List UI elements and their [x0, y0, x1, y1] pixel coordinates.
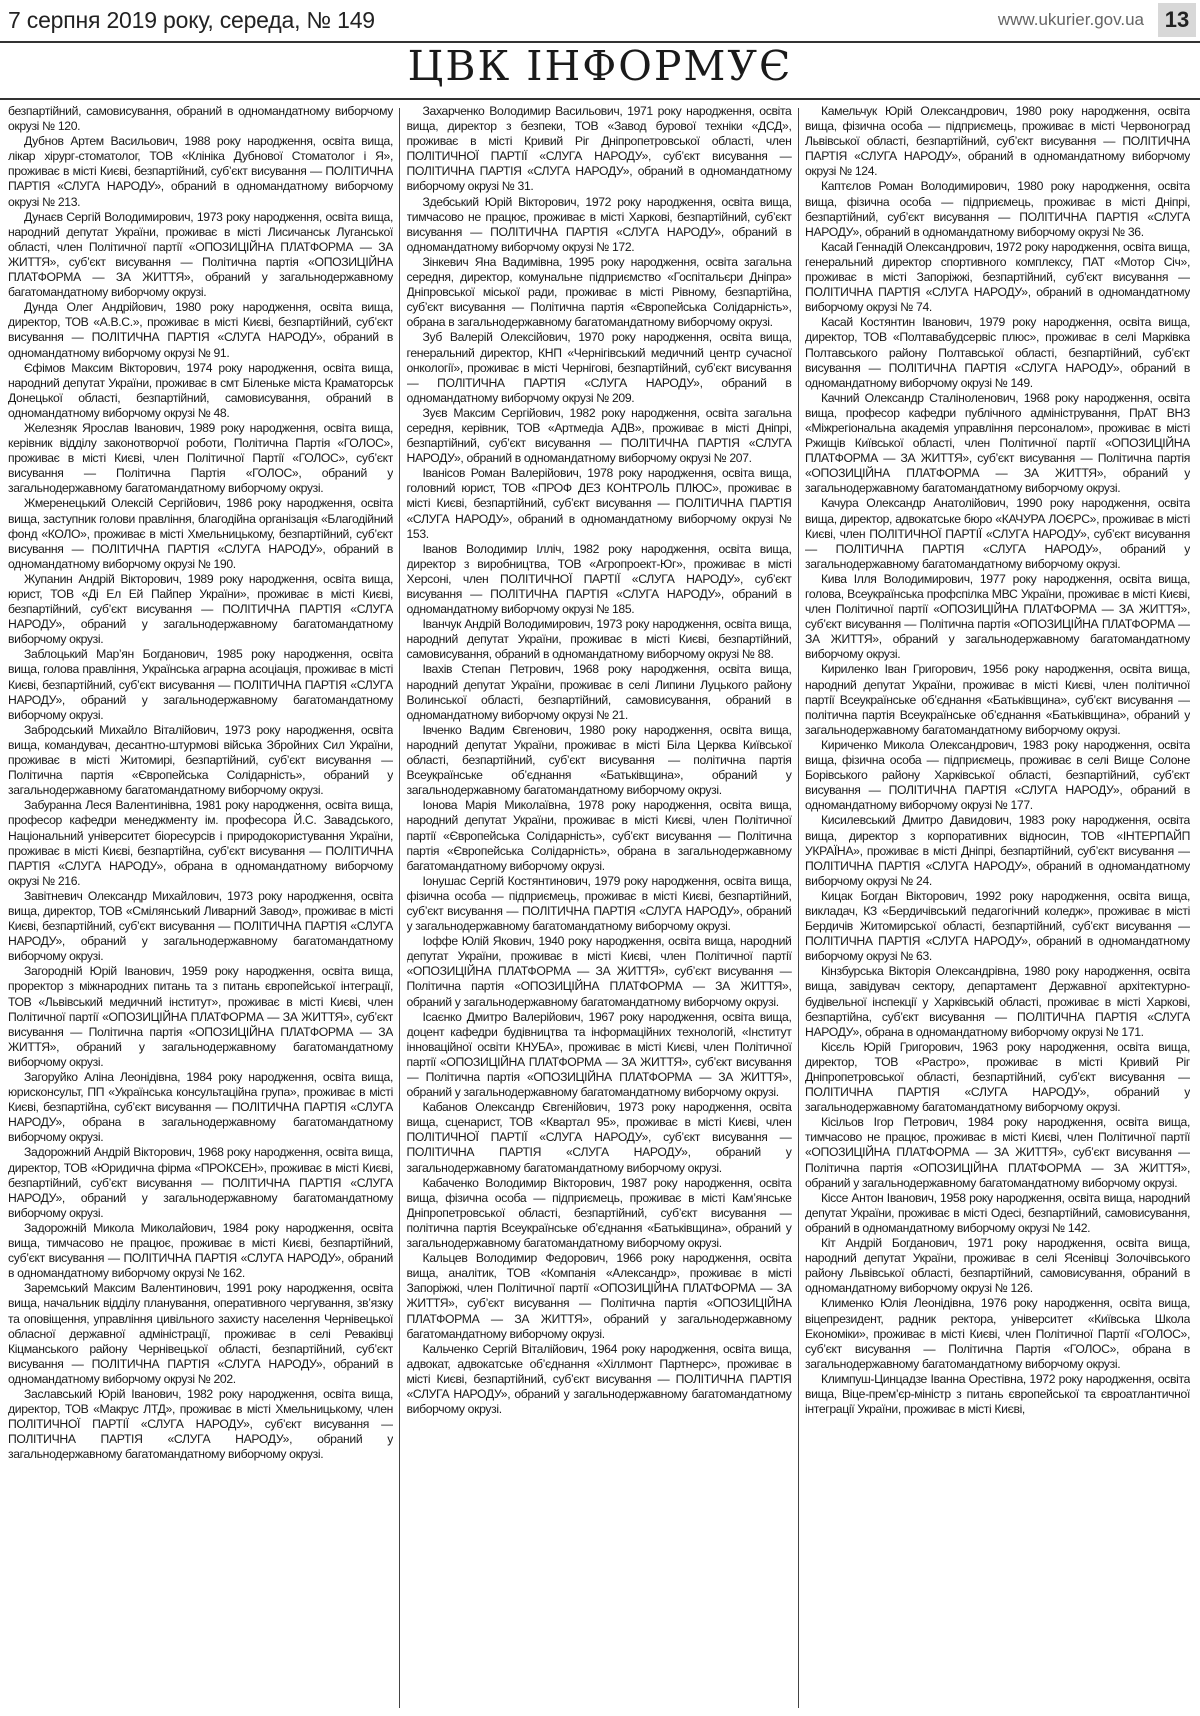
candidate-entry: Зуєв Максим Сергійович, 1982 року народження, освіта загальна середня, керівник, ТОВ «Артмедіа АДВ», проживає в місті Дніпрі, безпартійний, суб’єкт висування — ПОЛІТИЧНА ПАРТІЯ «СЛУГА НАРОДУ», обраний в одномандатному виборчому окрузі № 207. [406, 405, 792, 466]
candidate-entry: Кісільов Ігор Петрович, 1984 року народження, освіта вища, тимчасово не працює, проживає в місті Києві, член Політичної партії «ОПОЗИЦІЙНА ПЛАТФОРМА — ЗА ЖИТТЯ», суб’єкт висування — Політична партія «ОПОЗИЦІЙНА ПЛАТФОРМА — ЗА ЖИТТЯ», обраний у загальнодержавному багатомандатному виборчому окрузі. [805, 1115, 1190, 1190]
candidate-entry: Клименко Юлія Леонідівна, 1976 року народження, освіта вища, віцепрезидент, радник ректора, університет «Київська Школа Економіки», проживає в місті Києві, член Політичної Партії «ГОЛОС», суб’єкт висування — Політична Партія «ГОЛОС», обрана в загальнодержавному багатомандатному виборчому окрузі. [805, 1296, 1190, 1371]
candidate-entry: Дунда Олег Андрійович, 1980 року народження, освіта вища, директор, ТОВ «А.В.С.», проживає в місті Києві, безпартійний, суб’єкт висування — ПОЛІТИЧНА ПАРТІЯ «СЛУГА НАРОДУ», обраний в одномандатному виборчому окрузі № 91. [8, 300, 393, 360]
candidate-entry: Завітневич Олександр Михайлович, 1973 року народження, освіта вища, директор, ТОВ «Смілянський Ливарний Завод», проживає в місті Києві, безпартійний, суб’єкт висування — ПОЛІТИЧНА ПАРТІЯ «СЛУГА НАРОДУ», обраний у загальнодержавному багатомандатному виборчому окрузі. [8, 888, 393, 964]
candidate-entry: Зуб Валерій Олексійович, 1970 року народження, освіта вища, генеральний директор, КНП «Чернігівський медичний центр сучасної онкології», проживає в місті Чернігові, безпартійний, суб’єкт висування — ПОЛІТИЧНА ПАРТІЯ «СЛУГА НАРОДУ», обраний в одномандатному виборчому окрузі № 209. [406, 330, 792, 405]
candidate-entry: Кінзбурська Вікторія Олександрівна, 1980 року народження, освіта вища, завідувач сектору, департамент Державної архітектурно-будівельної інспекції у Харківській області, проживає в місті Харкові, безпартійна, суб’єкт висування — ПОЛІТИЧНА ПАРТІЯ «СЛУГА НАРОДУ», обрана в одномандатному виборчому окрузі № 171. [805, 964, 1190, 1039]
candidate-entry: Івахів Степан Петрович, 1968 року народження, освіта вища, народний депутат України, проживає в селі Липини Луцького району Волинської області, безпартійний, самовисування, обраний в одномандатному виборчому окрузі № 21. [406, 662, 792, 722]
candidate-entry: Зінкевич Яна Вадимівна, 1995 року народження, освіта загальна середня, директор, комунальне підприємство «Госпітальєри Дніпра» Дніпровської міської ради, проживає в місті Рівному, безпартійна, суб’єкт висування — Політична партія «Європейська Солідарність», обрана в загальнодержавному багатомандатному виборчому окрузі. [406, 254, 792, 330]
candidate-entry: Забуранна Леся Валентинівна, 1981 року народження, освіта вища, професор кафедри менеджменту ім. професора Й.С. Завадського, Національний університет біоресурсів і природокористування України, проживає в місті Києві, безпартійна, суб’єкт висування — ПОЛІТИЧНА ПАРТІЯ «СЛУГА НАРОДУ», обрана в одномандатному виборчому окрузі № 216. [8, 798, 393, 888]
candidate-entry: Заблоцький Мар’ян Богданович, 1985 року народження, освіта вища, голова правління, Українська аграрна асоціація, проживає в місті Києві, безпартійний, суб’єкт висування — ПОЛІТИЧНА ПАРТІЯ «СЛУГА НАРОДУ», обраний у загальнодержавному багатомандатному виборчому окрузі. [8, 647, 393, 722]
candidate-entry: Кабаченко Володимир Вікторович, 1987 року народження, освіта вища, фізична особа — підприємець, проживає в місті Кам’янське Дніпропетровської області, безпартійний, суб’єкт висування — політична партія Всеукраїнське об’єднання «Батьківщина», обраний у загальнодержавному багатомандатному виборчому окрузі. [406, 1175, 792, 1251]
candidate-entry: Кіт Андрій Богданович, 1971 року народження, освіта вища, народний депутат України, проживає в селі Ясенівці Золочівського району Львівської області, безпартійний, самовисування, обраний в одномандатному виборчому окрузі № 126. [805, 1236, 1190, 1296]
candidate-entry: Іванчук Андрій Володимирович, 1973 року народження, освіта вища, народний депутат України, проживає в місті Києві, безпартійний, самовисування, обраний в одномандатному виборчому окрузі № 88. [406, 617, 792, 662]
candidate-entry: Касай Геннадій Олександрович, 1972 року народження, освіта вища, генеральний директор спортивного комплексу, ПАТ «Мотор Січ», проживає в місті Запоріжжі, безпартійний, суб’єкт висування — ПОЛІТИЧНА ПАРТІЯ «СЛУГА НАРОДУ», обраний в одномандатному виборчому окрузі № 74. [805, 239, 1190, 315]
column-1 [8, 104, 393, 1712]
candidate-entry: Дунаєв Сергій Володимирович, 1973 року народження, освіта вища, народний депутат України, проживає в місті Лисичанськ Луганської області, член Політичної партії «ОПОЗИЦІЙНА ПЛАТФОРМА — ЗА ЖИТТЯ», суб’єкт висування — Політична партія «ОПОЗИЦІЙНА ПЛАТФОРМА — ЗА ЖИТТЯ», обраний у загальнодержавному багатомандатному виборчому окрузі. [8, 209, 393, 300]
candidate-entry: Камельчук Юрій Олександрович, 1980 року народження, освіта вища, фізична особа — підприємець, проживає в місті Червоноград Львівської області, безпартійний, суб’єкт висування — ПОЛІТИЧНА ПАРТІЯ «СЛУГА НАРОДУ», обраний в одномандатному виборчому окрузі № 124. [805, 104, 1190, 179]
candidate-entry: Заремський Максим Валентинович, 1991 року народження, освіта вища, начальник відділу планування, оперативного чергування, зв’язку та оповіщення, управління цивільного захисту населення Чернівецької обласної державної адміністрації, проживає в селі Реваківці Кіцманського району Чернівецької області, безпартійний, суб’єкт висування — ПОЛІТИЧНА ПАРТІЯ «СЛУГА НАРОДУ», обраний в одномандатному виборчому окрузі № 202. [8, 1281, 393, 1386]
candidate-entry: Дубнов Артем Васильович, 1988 року народження, освіта вища, лікар хірург-стоматолог, ТОВ «Клініка Дубнової Стоматолог і Я», проживає в місті Києві, безпартійний, суб’єкт висування — ПОЛІТИЧНА ПАРТІЯ «СЛУГА НАРОДУ», обраний в одномандатному виборчому окрузі № 213. [8, 134, 393, 209]
candidate-entry: Кабанов Олександр Євгенійович, 1973 року народження, освіта вища, сценарист, ТОВ «Квартал 95», проживає в місті Києві, член ПОЛІТИЧНОЇ ПАРТІЇ «СЛУГА НАРОДУ», суб’єкт висування — ПОЛІТИЧНА ПАРТІЯ «СЛУГА НАРОДУ», обраний у загальнодержавному багатомандатному виборчому окрузі. [406, 1100, 792, 1175]
candidate-entry: Кива Ілля Володимирович, 1977 року народження, освіта вища, голова, Всеукраїнська профспілка МВС України, проживає в місті Києві, член Політичної партії «ОПОЗИЦІЙНА ПЛАТФОРМА — ЗА ЖИТТЯ», суб’єкт висування — Політична партія «ОПОЗИЦІЙНА ПЛАТФОРМА — ЗА ЖИТТЯ», обраний у загальнодержавному багатомандатному виборчому окрузі. [805, 571, 1190, 662]
candidate-entry: Качний Олександр Сталіноленович, 1968 року народження, освіта вища, професор кафедри публічного адміністрування, ПрАТ ВНЗ «Міжрегіональна академія управління персоналом», проживає в місті Ржищів Київської області, член Політичної партії «ОПОЗИЦІЙНА ПЛАТФОРМА — ЗА ЖИТТЯ», суб’єкт висування — Політична партія «ОПОЗИЦІЙНА ПЛАТФОРМА — ЗА ЖИТТЯ», обраний у загальнодержавному багатомандатному виборчому окрузі. [805, 390, 1190, 496]
candidate-entry: Кисилевський Дмитро Давидович, 1983 року народження, освіта вища, директор з корпоративних відносин, ТОВ «ІНТЕРПАЙП УКРАЇНА», проживає в місті Дніпрі, безпартійний, суб’єкт висування — ПОЛІТИЧНА ПАРТІЯ «СЛУГА НАРОДУ», обраний в одномандатному виборчому окрузі № 24. [805, 813, 1190, 888]
candidate-entry: Задорожній Микола Миколайович, 1984 року народження, освіта вища, тимчасово не працює, проживає в місті Києві, безпартійний, суб’єкт висування — ПОЛІТИЧНА ПАРТІЯ «СЛУГА НАРОДУ», обраний в одномандатному виборчому окрузі № 162. [8, 1220, 393, 1281]
candidate-entry: Касай Костянтин Іванович, 1979 року народження, освіта вища, директор, ТОВ «Полтавабудсервіс плюс», проживає в селі Марківка Полтавського району Полтавської області, безпартійний, суб’єкт висування — ПОЛІТИЧНА ПАРТІЯ «СЛУГА НАРОДУ», обраний в одномандатному виборчому окрузі № 149. [805, 315, 1190, 390]
website-link[interactable]: www.ukurier.gov.ua [997, 10, 1144, 29]
candidate-entry: Єфімов Максим Вікторович, 1974 року народження, освіта вища, народний депутат України, проживає в смт Біленьке міста Краматорськ Донецької області, безпартійний, самовисування, обраний в одномандатному виборчому окрузі № 48. [8, 360, 393, 420]
issue-date: 7 серпня 2019 року, середа, № 149 [8, 6, 375, 33]
candidate-entry: Кальченко Сергій Віталійович, 1964 року народження, освіта вища, адвокат, адвокатське об’єднання «Хіллмонт Партнерс», проживає в місті Києві, безпартійний, суб’єкт висування — ПОЛІТИЧНА ПАРТІЯ «СЛУГА НАРОДУ», обраний у загальнодержавному багатомандатному виборчому окрузі. [406, 1341, 792, 1417]
candidate-entry: Загородній Юрій Іванович, 1959 року народження, освіта вища, проректор з міжнародних питань та з питань європейської інтеграції, ТОВ «Львівський медичний інститут», проживає в місті Києві, член Політичної партії «ОПОЗИЦІЙНА ПЛАТФОРМА — ЗА ЖИТТЯ», суб’єкт висування — Політична партія «ОПОЗИЦІЙНА ПЛАТФОРМА — ЗА ЖИТТЯ», обраний у загальнодержавному багатомандатному виборчому окрузі. [8, 964, 393, 1069]
candidate-entry: Кириленко Іван Григорович, 1956 року народження, освіта вища, народний депутат України, проживає в місті Києві, член політичної партії Всеукраїнське об’єднання «Батьківщина», суб’єкт висування — політична партія Всеукраїнське об’єднання «Батьківщина», обраний у загальнодержавному багатомандатному виборчому окрузі. [805, 662, 1190, 737]
candidate-entry: Железняк Ярослав Іванович, 1989 року народження, освіта вища, керівник відділу законотворчої роботи, Політична Партія «ГОЛОС», проживає в місті Києві, член Політичної Партії «ГОЛОС», суб’єкт висування — Політична Партія «ГОЛОС», обраний у загальнодержавному багатомандатному виборчому окрузі. [8, 420, 393, 496]
candidate-entry: Кицак Богдан Вікторович, 1992 року народження, освіта вища, викладач, КЗ «Бердичівський педагогічний коледж», проживає в місті Бердичів Житомирської області, безпартійний, суб’єкт висування — ПОЛІТИЧНА ПАРТІЯ «СЛУГА НАРОДУ», обраний в одномандатному виборчому окрузі № 63. [805, 888, 1190, 964]
candidate-entry: Кіссе Антон Іванович, 1958 року народження, освіта вища, народний депутат України, проживає в місті Одесі, безпартійний, самовисування, обраний в одномандатному виборчому окрузі № 142. [805, 1190, 1190, 1235]
candidate-entry: Жупанин Андрій Вікторович, 1989 року народження, освіта вища, юрист, ТОВ «Ді Ел Ей Пайпер України», проживає в місті Києві, безпартійний, суб’єкт висування — ПОЛІТИЧНА ПАРТІЯ «СЛУГА НАРОДУ», обраний у загальнодержавному багатомандатному виборчому окрузі. [8, 571, 393, 647]
section-title: ЦВК ІНФОРМУЄ [407, 42, 793, 90]
candidate-entry: Здебський Юрій Вікторович, 1972 року народження, освіта вища, тимчасово не працює, проживає в місті Харкові, безпартійний, суб’єкт висування — ПОЛІТИЧНА ПАРТІЯ «СЛУГА НАРОДУ», обраний в одномандатному виборчому окрузі № 172. [406, 194, 792, 254]
candidate-entry: Ісаєнко Дмитро Валерійович, 1967 року народження, освіта вища, доцент кафедри будівництва та інформаційних технологій, «Інститут інноваційної освіти КНУБА», проживає в місті Києві, член Політичної партії «ОПОЗИЦІЙНА ПЛАТФОРМА — ЗА ЖИТТЯ», суб’єкт висування — Політична партія «ОПОЗИЦІЙНА ПЛАТФОРМА — ЗА ЖИТТЯ», обраний у загальнодержавному багатомандатному виборчому окрузі. [406, 1009, 792, 1100]
header-rule-bottom [0, 98, 1200, 100]
candidate-entry: Іоффе Юлій Якович, 1940 року народження, освіта вища, народний депутат України, проживає в місті Києві, член Політичної партії «ОПОЗИЦІЙНА ПЛАТФОРМА — ЗА ЖИТТЯ», суб’єкт висування — Політична партія «ОПОЗИЦІЙНА ПЛАТФОРМА — ЗА ЖИТТЯ», обраний у загальнодержавному багатомандатному виборчому окрузі. [406, 934, 792, 1009]
candidate-entry: Задорожний Андрій Вікторович, 1968 року народження, освіта вища, директор, ТОВ «Юридична фірма «ПРОКСЕН», проживає в місті Києві, безпартійний, суб’єкт висування — ПОЛІТИЧНА ПАРТІЯ «СЛУГА НАРОДУ», обраний у загальнодержавному багатомандатному виборчому окрузі. [8, 1145, 393, 1220]
header-right [998, 3, 1196, 37]
page-header [0, 0, 1200, 40]
candidate-entry: Каптєлов Роман Володимирович, 1980 року народження, освіта вища, фізична особа — підприємець, проживає в місті Дніпрі, безпартійний, суб’єкт висування — ПОЛІТИЧНА ПАРТІЯ «СЛУГА НАРОДУ», обраний в одномандатному виборчому окрузі № 36. [805, 179, 1190, 239]
candidate-entry: Жмеренецький Олексій Сергійович, 1986 року народження, освіта вища, заступник голови правління, благодійна організація «Благодійний фонд «КОЛО», проживає в місті Хмельницькому, безпартійний, суб’єкт висування — ПОЛІТИЧНА ПАРТІЯ «СЛУГА НАРОДУ», обраний в одномандатному виборчому окрузі № 190. [8, 496, 393, 571]
candidate-entry: Кальцев Володимир Федорович, 1966 року народження, освіта вища, аналітик, ТОВ «Компанія «Александр», проживає в місті Запоріжжі, член Політичної партії «ОПОЗИЦІЙНА ПЛАТФОРМА — ЗА ЖИТТЯ», суб’єкт висування — Політична партія «ОПОЗИЦІЙНА ПЛАТФОРМА — ЗА ЖИТТЯ», обраний у загальнодержавному багатомандатному виборчому окрузі. [406, 1251, 792, 1341]
candidate-entry: Іонова Марія Миколаївна, 1978 року народження, освіта вища, народний депутат України, проживає в місті Києві, член Політичної партії «Європейська Солідарність», суб’єкт висування — Політична партія «Європейська Солідарність», обрана в загальнодержавному багатомандатному виборчому окрузі. [406, 798, 792, 873]
candidate-entry: Захарченко Володимир Васильович, 1971 року народження, освіта вища, директор з безпеки, ТОВ «Завод бурової техніки «ДСД», проживає в місті Кривий Ріг Дніпропетровської області, член ПОЛІТИЧНОЇ ПАРТІЇ «СЛУГА НАРОДУ», суб’єкт висування — ПОЛІТИЧНА ПАРТІЯ «СЛУГА НАРОДУ», обраний в одномандатному виборчому окрузі № 31. [406, 104, 792, 194]
candidate-entry: Качура Олександр Анатолійович, 1990 року народження, освіта вища, директор, адвокатське бюро «КАЧУРА ЛОЄРС», проживає в місті Києві, член ПОЛІТИЧНОЇ ПАРТІЇ «СЛУГА НАРОДУ», суб’єкт висування — ПОЛІТИЧНА ПАРТІЯ «СЛУГА НАРОДУ», обраний у загальнодержавному багатомандатному виборчому окрузі. [805, 496, 1190, 571]
candidate-entry: Забродський Михайло Віталійович, 1973 року народження, освіта вища, командувач, десантно-штурмові війська Збройних Сил України, проживає в місті Житомирі, безпартійний, суб’єкт висування — Політична партія «Європейська Солідарність», обраний у загальнодержавному багатомандатному виборчому окрузі. [8, 722, 393, 798]
column-3 [805, 104, 1190, 1712]
candidate-entry: Івченко Вадим Євгенович, 1980 року народження, освіта вища, народний депутат України, проживає в місті Біла Церква Київської області, безпартійний, суб’єкт висування — політична партія Всеукраїнське об’єднання «Батьківщина», обраний у загальнодержавному багатомандатному виборчому окрузі. [406, 722, 792, 798]
candidate-entry: Кісєль Юрій Григорович, 1963 року народження, освіта вища, директор, ТОВ «Растро», проживає в місті Кривий Ріг Дніпропетровської області, безпартійний, суб’єкт висування — ПОЛІТИЧНА ПАРТІЯ «СЛУГА НАРОДУ», обраний у загальнодержавному багатомандатному виборчому окрузі. [805, 1039, 1190, 1115]
article-columns [8, 104, 1190, 1712]
column-divider [399, 108, 400, 1708]
column-2 [407, 104, 792, 1712]
candidate-entry: Кириченко Микола Олександрович, 1983 року народження, освіта вища, фізична особа — підприємець, проживає в селі Вище Солоне Борівського району Харківської області, безпартійний, суб’єкт висування — ПОЛІТИЧНА ПАРТІЯ «СЛУГА НАРОДУ», обраний в одномандатному виборчому окрузі № 177. [805, 737, 1190, 813]
candidate-entry: Іванісов Роман Валерійович, 1978 року народження, освіта вища, головний юрист, ТОВ «ПРОФ ДЕЗ КОНТРОЛЬ ПЛЮС», проживає в місті Києві, безпартійний, суб’єкт висування — ПОЛІТИЧНА ПАРТІЯ «СЛУГА НАРОДУ», обраний в одномандатному виборчому окрузі № 153. [406, 466, 792, 541]
candidate-entry: Загоруйко Аліна Леонідівна, 1984 року народження, освіта вища, юрисконсульт, ПП «Українська консультаційна група», проживає в місті Києві, безпартійна, суб’єкт висування — ПОЛІТИЧНА ПАРТІЯ «СЛУГА НАРОДУ», обрана в загальнодержавному багатомандатному виборчому окрузі. [8, 1070, 393, 1145]
candidate-entry: Климпуш-Цинцадзе Іванна Орестівна, 1972 року народження, освіта вища, Віце-прем’єр-міністр з питань європейської та євроатлантичної інтеграції України, проживає в місті Києві, [805, 1371, 1190, 1417]
candidate-entry: Іванов Володимир Ілліч, 1982 року народження, освіта вища, директор з виробництва, ТОВ «Агропроект-Юг», проживає в місті Херсоні, член ПОЛІТИЧНОЇ ПАРТІЇ «СЛУГА НАРОДУ», суб’єкт висування — ПОЛІТИЧНА ПАРТІЯ «СЛУГА НАРОДУ», обраний в одномандатному виборчому окрузі № 185. [406, 541, 792, 617]
candidate-entry: Іонушас Сергій Костянтинович, 1979 року народження, освіта вища, фізична особа — підприємець, проживає в місті Києві, безпартійний, суб’єкт висування — ПОЛІТИЧНА ПАРТІЯ «СЛУГА НАРОДУ», обраний у загальнодержавному багатомандатному виборчому окрузі. [406, 873, 792, 934]
column-divider [798, 108, 799, 1708]
candidate-entry: безпартійний, самовисування, обраний в одномандатному виборчому окрузі № 120. [8, 104, 393, 134]
candidate-entry: Заславський Юрій Іванович, 1982 року народження, освіта вища, директор, ТОВ «Макрус ЛТД», проживає в місті Хмельницькому, член ПОЛІТИЧНОЇ ПАРТІЇ «СЛУГА НАРОДУ», суб’єкт висування — ПОЛІТИЧНА ПАРТІЯ «СЛУГА НАРОДУ», обраний у загальнодержавному багатомандатному виборчому окрузі. [8, 1386, 393, 1462]
page-number: 13 [1158, 3, 1196, 37]
